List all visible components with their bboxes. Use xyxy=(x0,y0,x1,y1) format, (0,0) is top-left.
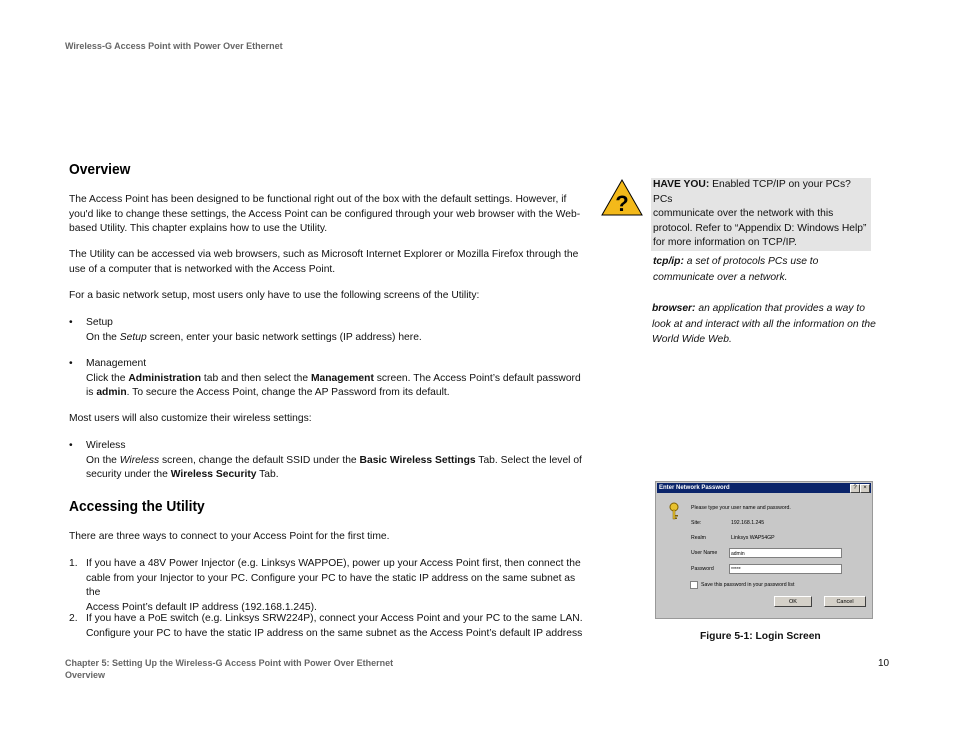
text-line: tcp/ip: a set of protocols PCs use to xyxy=(653,256,819,267)
section-heading-accessing: Accessing the Utility xyxy=(69,498,205,515)
close-icon[interactable]: × xyxy=(860,484,870,493)
dialog-title: Enter Network Password xyxy=(659,485,730,491)
overview-paragraph-3: For a basic network setup, most users only have to use the following screens of the Utility: xyxy=(69,290,480,301)
footer xyxy=(65,657,393,681)
bullet-marker: • xyxy=(69,358,73,369)
save-password-label: Save this password in your password list xyxy=(701,582,795,588)
overview-paragraph-2 xyxy=(69,248,594,277)
username-field[interactable]: admin xyxy=(729,548,842,558)
text-line: HAVE YOU: Enabled TCP/IP on your PCs? PCs xyxy=(653,179,851,205)
bullet-wireless xyxy=(69,439,594,483)
running-header: Wireless-G Access Point with Power Over Ethernet xyxy=(65,41,283,51)
have-you-note xyxy=(651,178,871,251)
bullet-text: On the Wireless screen, change the default SSID under the Basic Wireless Settings Tab. Select the level of xyxy=(86,454,582,466)
bullet-title: Management xyxy=(86,358,147,369)
text-line: The Utility can be accessed via web browsers, such as Microsoft Internet Explorer or Mozilla Firefox through the xyxy=(69,249,579,260)
svg-text:?: ? xyxy=(615,191,629,216)
site-label: Site: xyxy=(691,520,702,526)
bullet-text: On the Setup screen, enter your basic network settings (IP address) here. xyxy=(86,331,422,343)
footer-chapter: Chapter 5: Setting Up the Wireless-G Access Point with Power Over Ethernet xyxy=(65,658,394,668)
text-line: protocol. Refer to “Appendix D: Windows Help” xyxy=(653,222,867,234)
text-line: browser: an application that provides a way to xyxy=(652,303,865,314)
figure-caption: Figure 5-1: Login Screen xyxy=(700,631,821,642)
warning-icon xyxy=(600,178,644,223)
text-line: you'd like to change these settings, the Access Point can be configured through your web browser with the Web- xyxy=(69,208,581,220)
page-number: 10 xyxy=(878,658,890,669)
bullet-marker: • xyxy=(69,440,73,451)
bullet-marker: • xyxy=(69,317,73,328)
bullet-setup xyxy=(69,316,594,346)
key-icon xyxy=(668,502,680,525)
dialog-prompt: Please type your user name and password. xyxy=(691,505,791,511)
help-icon[interactable]: ? xyxy=(850,484,860,493)
password-field[interactable]: ***** xyxy=(729,564,842,574)
numbered-item-2 xyxy=(69,612,594,642)
bullet-text: is admin. To secure the Access Point, change the AP Password from its default. xyxy=(86,387,450,399)
cancel-button[interactable]: Cancel xyxy=(824,596,866,607)
text-line: communicate over the network with this xyxy=(653,208,834,220)
item-number: 2. xyxy=(69,613,78,624)
text-line: communicate over a network. xyxy=(653,271,788,283)
text-line: World Wide Web. xyxy=(652,334,732,346)
text-line: Access Point’s default IP address (192.168.1.245). xyxy=(86,601,317,613)
text-line: use of a computer that is networked with the Access Point. xyxy=(69,263,336,275)
overview-paragraph-4: Most users will also customize their wireless settings: xyxy=(69,413,312,424)
numbered-item-1 xyxy=(69,557,594,613)
bullet-text: Click the Administration tab and then select the Management screen. The Access Point’s default password xyxy=(86,372,581,384)
realm-value: Linksys WAP54GP xyxy=(731,535,775,541)
section-heading-overview: Overview xyxy=(69,161,131,178)
realm-label: Realm xyxy=(691,535,706,541)
ok-button[interactable]: OK xyxy=(774,596,812,607)
text-line: Configure your PC to have the static IP address on the same subnet as the Access Point’s default IP address xyxy=(86,627,583,639)
username-label: User Name xyxy=(691,550,718,556)
bullet-text: security under the Wireless Security Tab. xyxy=(86,469,279,481)
bullet-title: Wireless xyxy=(86,440,126,451)
item-number: 1. xyxy=(69,558,78,569)
save-password-checkbox[interactable] xyxy=(690,581,698,589)
dialog-title-bar xyxy=(657,483,871,493)
overview-paragraph-1 xyxy=(69,193,594,237)
text-line: for more information on TCP/IP. xyxy=(653,237,797,249)
glossary-tcpip xyxy=(653,254,893,285)
text-line: based Utility. This chapter explains how to use the Utility. xyxy=(69,223,328,235)
bullet-management xyxy=(69,357,594,401)
bullet-title: Setup xyxy=(86,317,113,328)
site-value: 192.168.1.245 xyxy=(731,520,765,526)
text-line: If you have a PoE switch (e.g. Linksys SRW224P), connect your Access Point and your PC to the same LAN. xyxy=(86,613,583,624)
footer-section: Overview xyxy=(65,670,106,680)
text-line: cable from your Injector to your PC. Configure your PC to have the static IP address on the same subnet as the xyxy=(86,572,576,599)
login-dialog-figure xyxy=(655,481,873,619)
accessing-paragraph-1: There are three ways to connect to your Access Point for the first time. xyxy=(69,531,390,542)
text-line: look at and interact with all the information on the xyxy=(652,318,876,330)
glossary-browser xyxy=(652,301,892,348)
password-label: Password xyxy=(691,566,714,572)
text-line: The Access Point has been designed to be functional right out of the box with the default settings. However, if xyxy=(69,194,567,205)
text-line: If you have a 48V Power Injector (e.g. Linksys WAPPOE), power up your Access Point first, then connect the xyxy=(86,558,581,569)
